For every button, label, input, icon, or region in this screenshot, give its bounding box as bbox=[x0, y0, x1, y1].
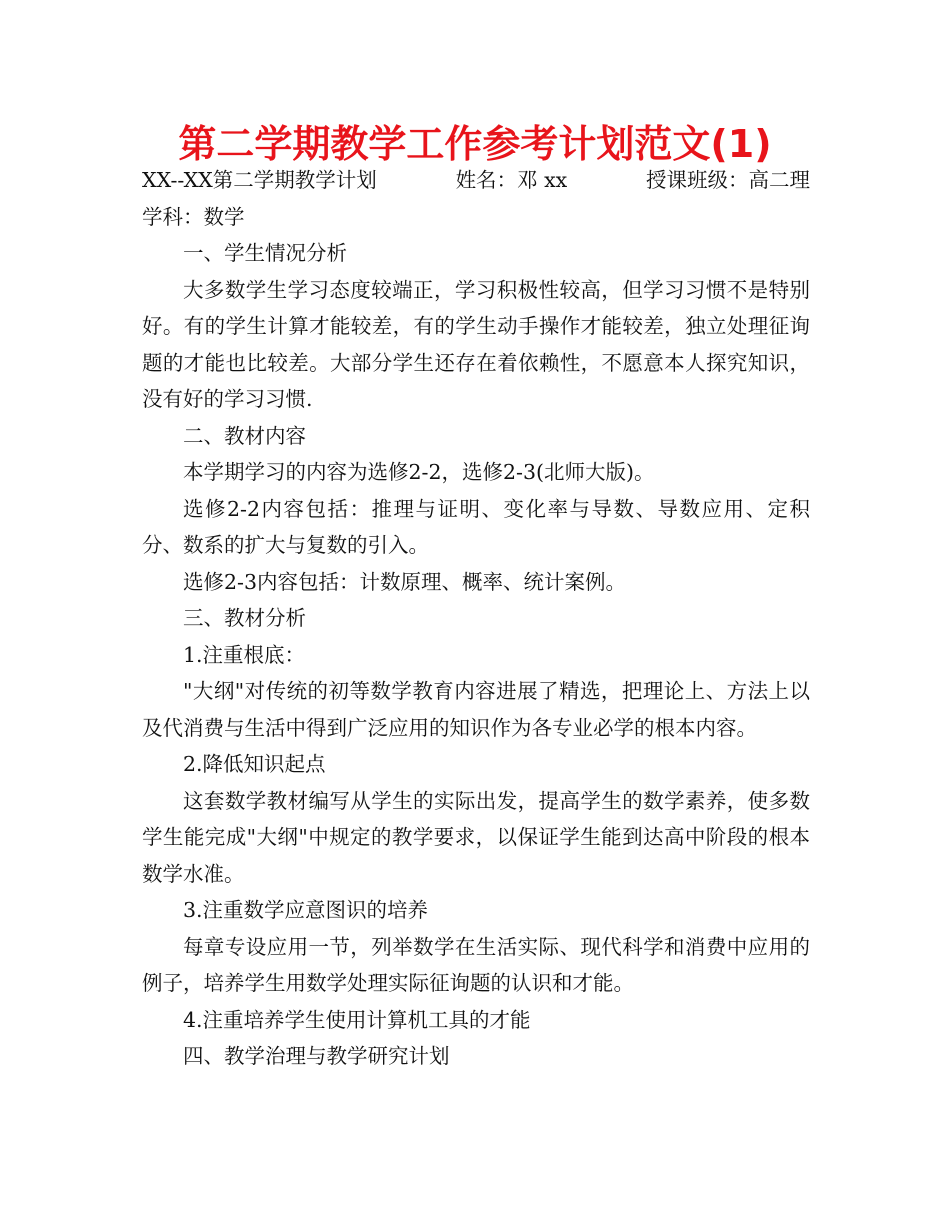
section-heading: 一、学生情况分析 bbox=[183, 241, 347, 265]
subject-label: 学科：数学 bbox=[142, 204, 245, 229]
section-heading: 三、教材分析 bbox=[183, 606, 306, 630]
document-body bbox=[142, 162, 810, 1075]
plan-label: XX--XX第二学期教学计划 bbox=[142, 168, 377, 192]
document-title: 第二学期教学工作参考计划范文(1) bbox=[178, 122, 772, 166]
sub-heading: 1.注重根底： bbox=[183, 642, 306, 667]
paragraph: 这套数学教材编写从学生的实际出发，提高学生的数学素养，使多数学生能完成"大纲"中规定的教学要求，以保证学生能到达高中阶段的根本数学水准。 bbox=[142, 788, 810, 886]
class-label: 授课班级：高二理 bbox=[645, 168, 810, 192]
paragraph: "大纲"对传统的初等数学教育内容进展了精选，把理论上、方法上以及代消费与生活中得到广泛应用的知识作为各专业必学的根本内容。 bbox=[142, 679, 810, 740]
paragraph: 本学期学习的内容为选修2-2，选修2-3(北师大版)。 bbox=[183, 460, 655, 484]
plan-header-line bbox=[142, 162, 810, 199]
paragraph: 每章专设应用一节，列举数学在生活实际、现代科学和消费中应用的例子，培养学生用数学处理实际征询题的认识和才能。 bbox=[142, 934, 810, 995]
teacher-name: 姓名：邓 xx bbox=[455, 168, 568, 192]
paragraph: 选修2-3内容包括：计数原理、概率、统计案例。 bbox=[183, 569, 627, 594]
sub-heading: 2.降低知识起点 bbox=[183, 752, 326, 776]
sub-heading: 4.注重培养学生使用计算机工具的才能 bbox=[183, 1007, 531, 1032]
paragraph: 大多数学生学习态度较端正，学习积极性较高，但学习习惯不是特别好。有的学生计算才能较差，有的学生动手操作才能较差，独立处理征询题的才能也比较差。大部分学生还存在着依赖性，不愿意本人探究知识，没有好的学习习惯. bbox=[142, 277, 810, 411]
section-heading: 四、教学治理与教学研究计划 bbox=[183, 1044, 450, 1068]
paragraph: 选修2-2内容包括：推理与证明、变化率与导数、导数应用、定积分、数系的扩大与复数的引入。 bbox=[142, 496, 810, 557]
section-heading: 二、教材内容 bbox=[183, 423, 306, 448]
sub-heading: 3.注重数学应意图识的培养 bbox=[183, 898, 429, 922]
